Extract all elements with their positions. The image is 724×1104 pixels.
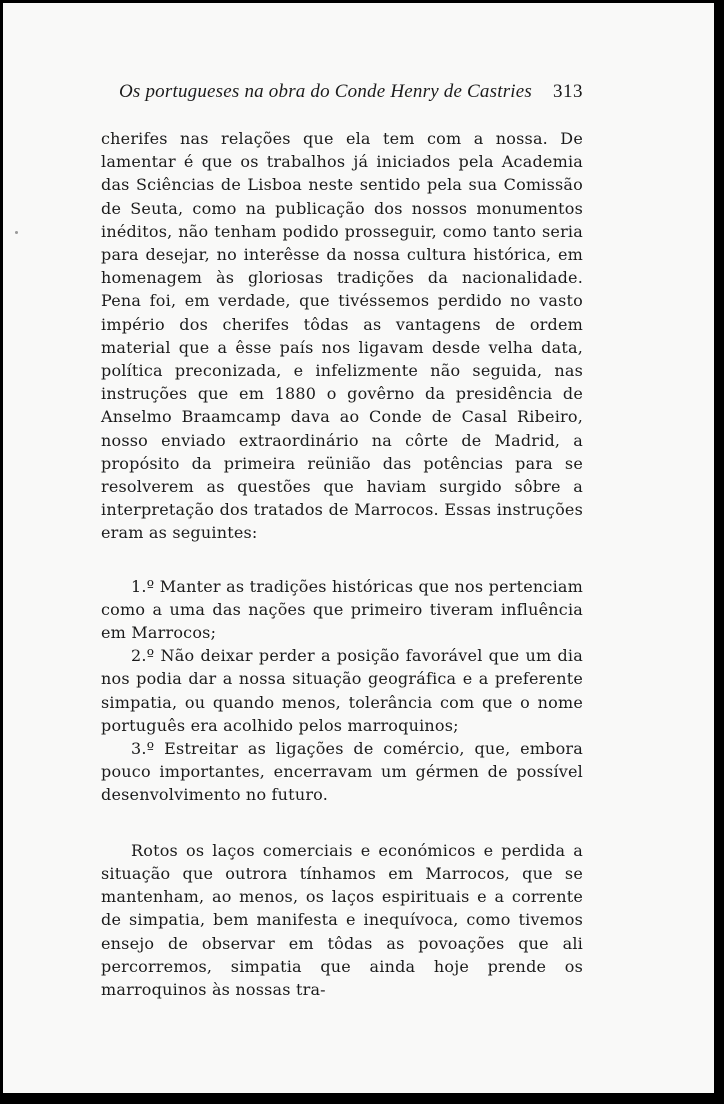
body-paragraph-1: cherifes nas relações que ela tem com a nossa. De lamentar é que os trabalhos já iniciados pela Academia das Sciências de Lisboa neste sentido pela sua Comissão de Seuta, como na publicação dos nossos monumentos inéditos, não tenham podido prosseguir, como tanto seria para desejar, no interêsse da nossa cultura histórica, em homenagem às gloriosas tradições da nacionalidade. Pena foi, em verdade, que tivéssemos perdido no vasto império dos cherifes tôdas as vantagens de ordem material que a êsse país nos ligavam desde velha data, política preconizada, e infelizmente não seguida, nas instruções que em 1880 o govêrno da presidência de Anselmo Braamcamp dava ao Conde de Casal Ribeiro, nosso enviado extraordinário na côrte de Madrid, a propósito da primeira reünião das potências para se resolverem as questões que haviam surgido sôbre a interpretação dos tratados de Marrocos. Essas instruções eram as seguintes: [101,129,583,543]
body-paragraph-2: Rotos os laços comerciais e económicos e perdida a situação que outrora tínhamos em Marrocos, que se mantenham, ao menos, os laços espirituais e a corrente de simpatia, bem manifesta e inequívoca, como tivemos ensejo de observar em tôdas as povoações que ali percorremos, simpatia que ainda hoje prende os marroquinos às nossas tra- [101,840,583,999]
book-page [101,81,583,1001]
running-head [119,81,583,115]
running-title: Os portugueses na obra do Conde Henry de Castries [119,81,533,102]
list-item: 2.º Não deixar perder a posição favorável que um dia nos podia dar a nossa situação geográfica e a preferente simpatia, ou quando menos, tolerância com que o nome português era acolhido pelos marroquinos; [101,646,583,735]
page-number: 313 [553,81,583,102]
list-item: 1.º Manter as tradições históricas que nos pertenciam como a uma das nações que primeiro tiveram influência em Marrocos; [101,576,583,643]
scan-speck [15,231,18,234]
list-item: 3.º Estreitar as ligações de comércio, que, embora pouco importantes, encerravam um gérmen de possível desenvolvimento no futuro. [101,739,583,805]
instructions-list [101,575,583,807]
